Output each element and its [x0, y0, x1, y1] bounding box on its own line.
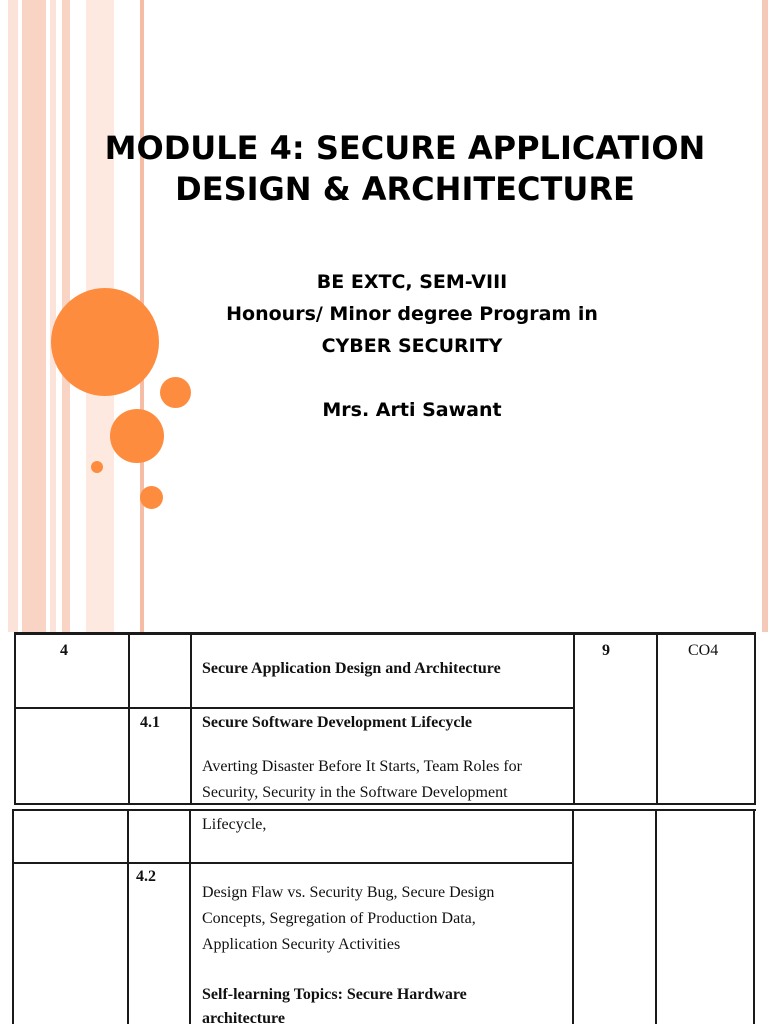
module-number: 4 [60, 642, 68, 659]
sub2-line-2: Concepts, Segregation of Production Data, [202, 910, 476, 927]
slide-subtitle [60, 266, 764, 426]
module-title: Secure Application Design and Architecture [202, 660, 501, 677]
slide-title [60, 128, 750, 210]
small-circle-bottom [140, 486, 163, 509]
sub1-number: 4.1 [140, 714, 160, 731]
self-learning-line-2: architecture [202, 1010, 285, 1024]
sub2-line-1: Design Flaw vs. Security Bug, Secure Design [202, 884, 495, 901]
title-line-1: MODULE 4: SECURE APPLICATION [104, 129, 706, 167]
specialization-label: CYBER SECURITY [321, 335, 503, 357]
program-label: Honours/ Minor degree Program in [226, 303, 598, 325]
self-learning-line-1: Self-learning Topics: Secure Hardware [202, 986, 467, 1003]
sub1-line-1: Averting Disaster Before It Starts, Team Roles for [202, 758, 522, 775]
co-value: CO4 [688, 642, 719, 659]
course-label: BE EXTC, SEM-VIII [316, 271, 508, 293]
hours-value: 9 [602, 642, 610, 659]
sub1-line-3: Lifecycle, [202, 816, 267, 833]
tiny-circle [91, 461, 103, 473]
sub1-title: Secure Software Development Lifecycle [202, 714, 472, 731]
sub2-line-3: Application Security Activities [202, 936, 401, 953]
sub1-line-2: Security, Security in the Software Development [202, 784, 508, 801]
title-line-2: DESIGN & ARCHITECTURE [175, 170, 635, 208]
syllabus-table-image [0, 632, 768, 1024]
author-name: Mrs. Arti Sawant [322, 399, 502, 421]
sub2-number: 4.2 [136, 868, 156, 885]
